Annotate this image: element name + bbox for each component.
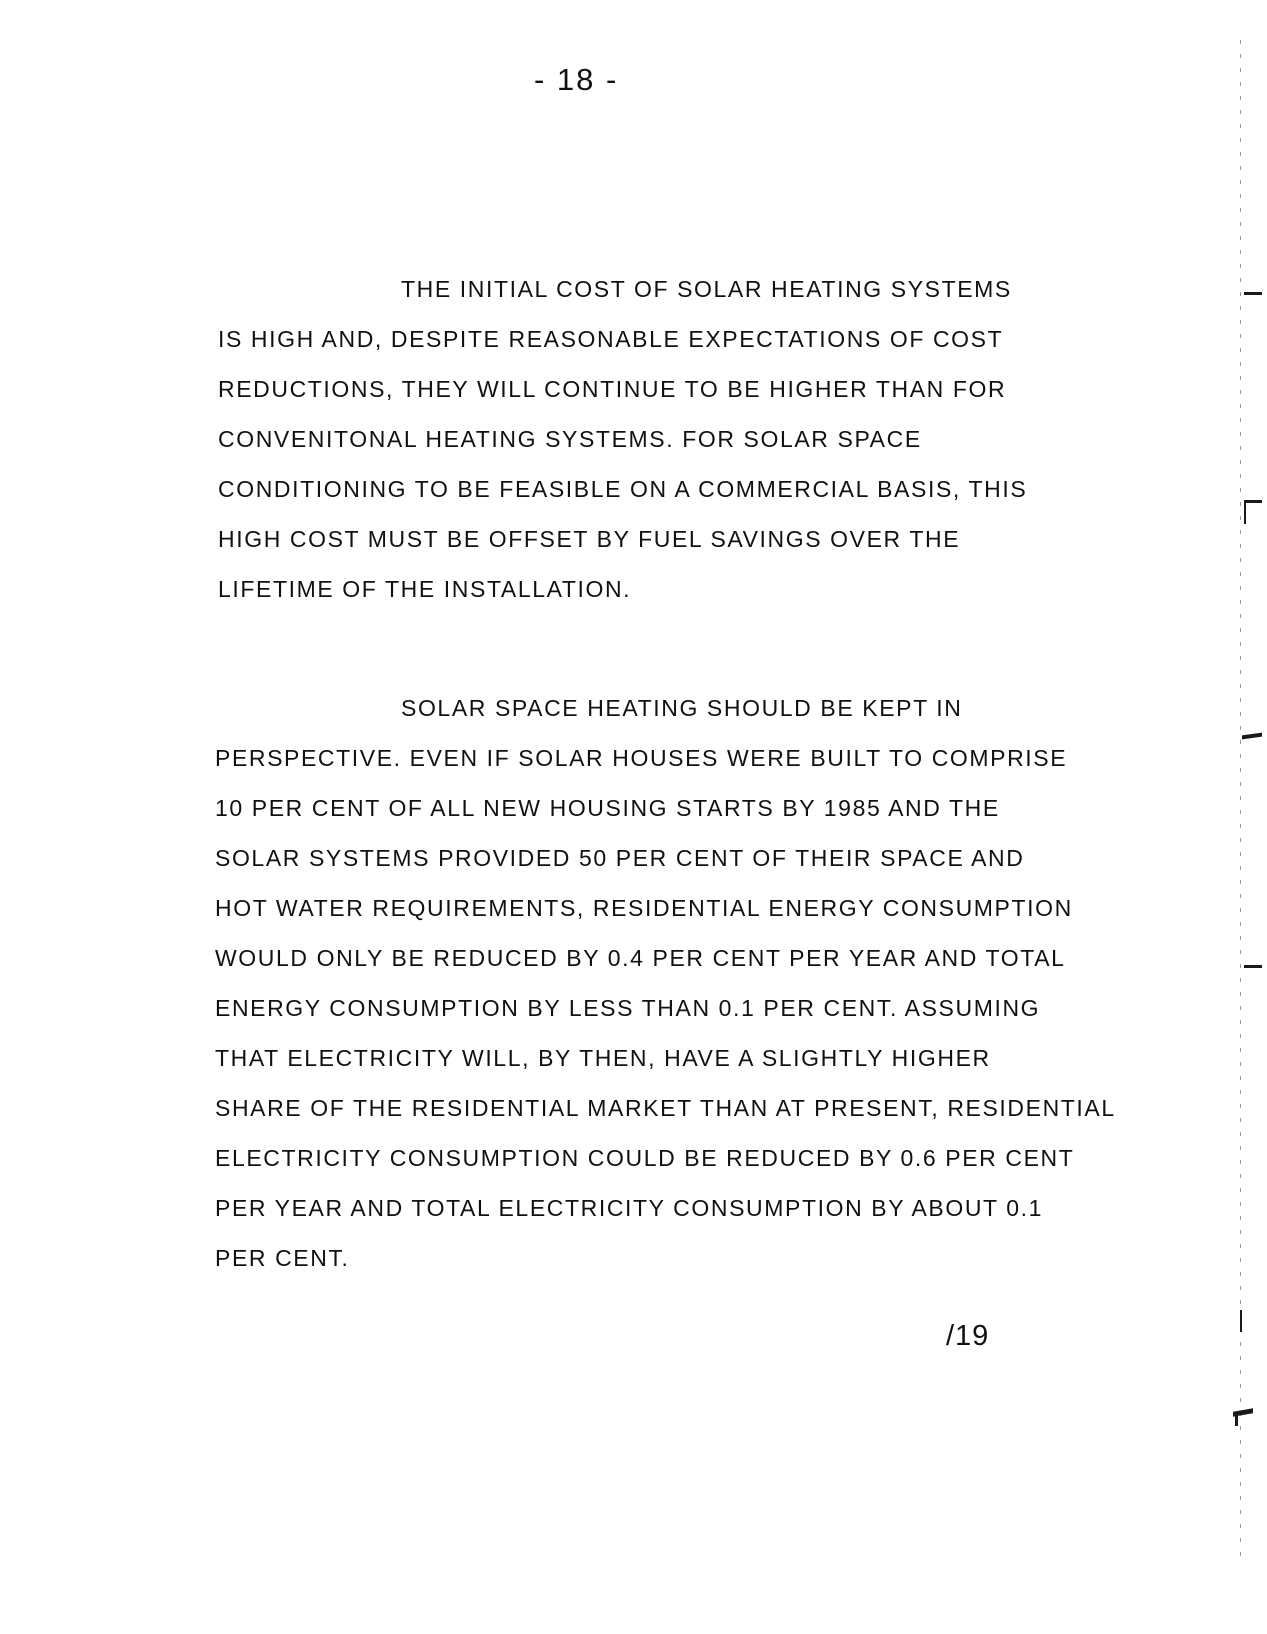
scan-edge-mark (1242, 733, 1262, 740)
scan-edge-mark (1235, 1412, 1238, 1426)
paragraph-solar-perspective (215, 683, 1116, 1283)
paragraph-line: IS HIGH AND, DESPITE REASONABLE EXPECTATIONS OF COST (218, 326, 1004, 352)
continuation-marker: /19 (946, 1320, 990, 1352)
scan-edge-mark (1240, 1310, 1242, 1332)
paragraph-line: LIFETIME OF THE INSTALLATION. (218, 576, 632, 602)
paragraph-line: PERSPECTIVE. EVEN IF SOLAR HOUSES WERE BUILT TO COMPRISE (215, 745, 1068, 771)
paragraph-line: REDUCTIONS, THEY WILL CONTINUE TO BE HIGHER THAN FOR (218, 376, 1007, 402)
paragraph-line: PER YEAR AND TOTAL ELECTRICITY CONSUMPTION BY ABOUT 0.1 (215, 1195, 1044, 1221)
scan-edge-dots (1240, 40, 1241, 1560)
paragraph-line: PER CENT. (215, 1245, 350, 1271)
paragraph-line: HOT WATER REQUIREMENTS, RESIDENTIAL ENERGY CONSUMPTION (215, 895, 1073, 921)
paragraph-line: 10 PER CENT OF ALL NEW HOUSING STARTS BY 1985 AND THE (215, 795, 1000, 821)
page-number: - 18 - (534, 62, 619, 97)
paragraph-line: WOULD ONLY BE REDUCED BY 0.4 PER CENT PER YEAR AND TOTAL (215, 945, 1066, 971)
scan-edge-mark (1244, 500, 1246, 524)
paragraph-line: SOLAR SPACE HEATING SHOULD BE KEPT IN (401, 695, 963, 721)
paragraph-line: CONVENITONAL HEATING SYSTEMS. FOR SOLAR SPACE (218, 426, 922, 452)
paragraph-solar-cost (218, 264, 1027, 614)
paragraph-line: CONDITIONING TO BE FEASIBLE ON A COMMERCIAL BASIS, THIS (218, 476, 1028, 502)
scan-edge-mark (1244, 292, 1262, 295)
paragraph-line: ELECTRICITY CONSUMPTION COULD BE REDUCED BY 0.6 PER CENT (215, 1145, 1075, 1171)
scan-edge-mark (1244, 965, 1262, 968)
scan-edge-mark (1244, 500, 1262, 503)
paragraph-line: THAT ELECTRICITY WILL, BY THEN, HAVE A SLIGHTLY HIGHER (215, 1045, 991, 1071)
paragraph-line: HIGH COST MUST BE OFFSET BY FUEL SAVINGS OVER THE (218, 526, 961, 552)
paragraph-line: THE INITIAL COST OF SOLAR HEATING SYSTEMS (401, 276, 1012, 302)
paragraph-line: SOLAR SYSTEMS PROVIDED 50 PER CENT OF THEIR SPACE AND (215, 845, 1025, 871)
paragraph-line: ENERGY CONSUMPTION BY LESS THAN 0.1 PER CENT. ASSUMING (215, 995, 1041, 1021)
paragraph-line: SHARE OF THE RESIDENTIAL MARKET THAN AT PRESENT, RESIDENTIAL (215, 1095, 1116, 1121)
